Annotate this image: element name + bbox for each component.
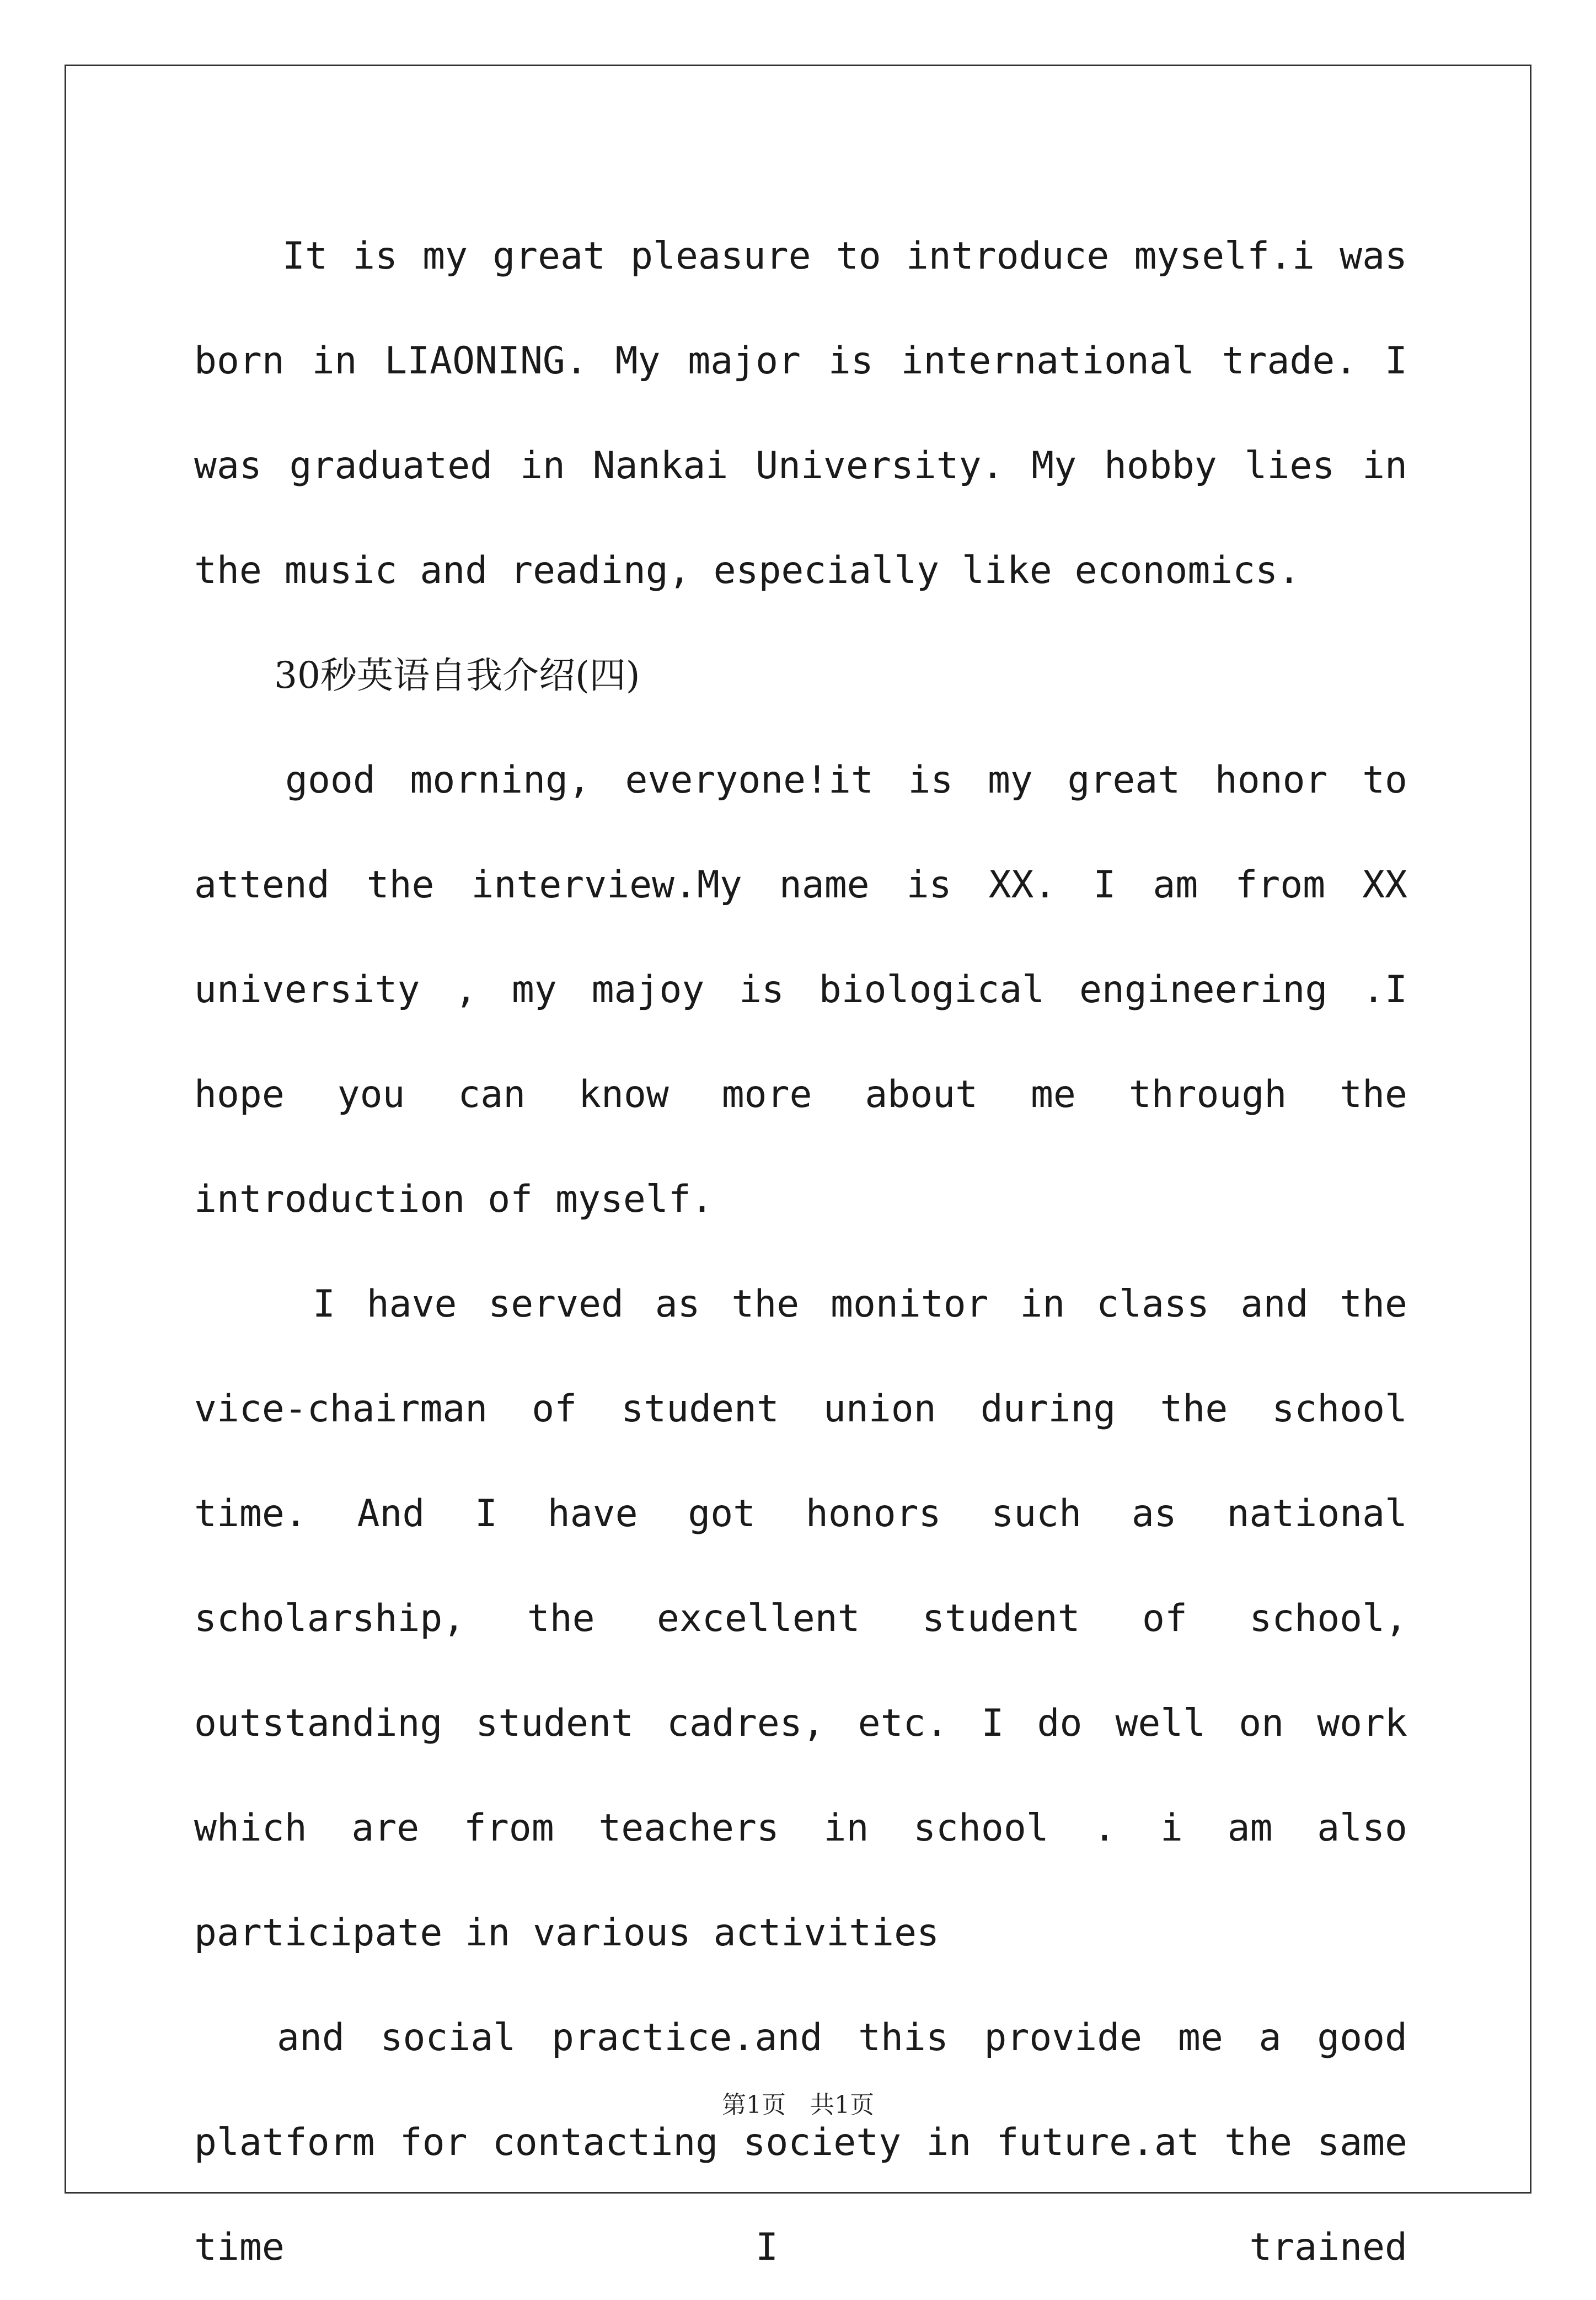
paragraph-greeting: good morning, everyone!it is my great honor to attend the interview.My name is XX. I am from XX university , my majoy is biological engineering .I hope you can know more about me through the introduction of myself. [194, 758, 1407, 1221]
document-body [194, 204, 1407, 2300]
page-number-footer: 第1页 共1页 [722, 2091, 874, 2119]
paragraph-experience: I have served as the monitor in class and the vice-chairman of student union during the school time. And I have got honors such as national scholarship, the excellent student of school, outstanding student cadres, etc. I do well on work which are from teachers in school . i am also participate in various activities [194, 1282, 1407, 1955]
paragraph-intro: It is my great pleasure to introduce myself.i was born in LIAONING. My major is international trade. I was graduated in Nankai University. My hobby lies in the music and reading, especially like economics. [194, 234, 1407, 592]
paragraph-practice: and social practice.and this provide me a good platform for contacting society in future.at the same time I trained [194, 2016, 1407, 2269]
section-heading: 30秒英语自我介绍(四) [274, 654, 640, 697]
